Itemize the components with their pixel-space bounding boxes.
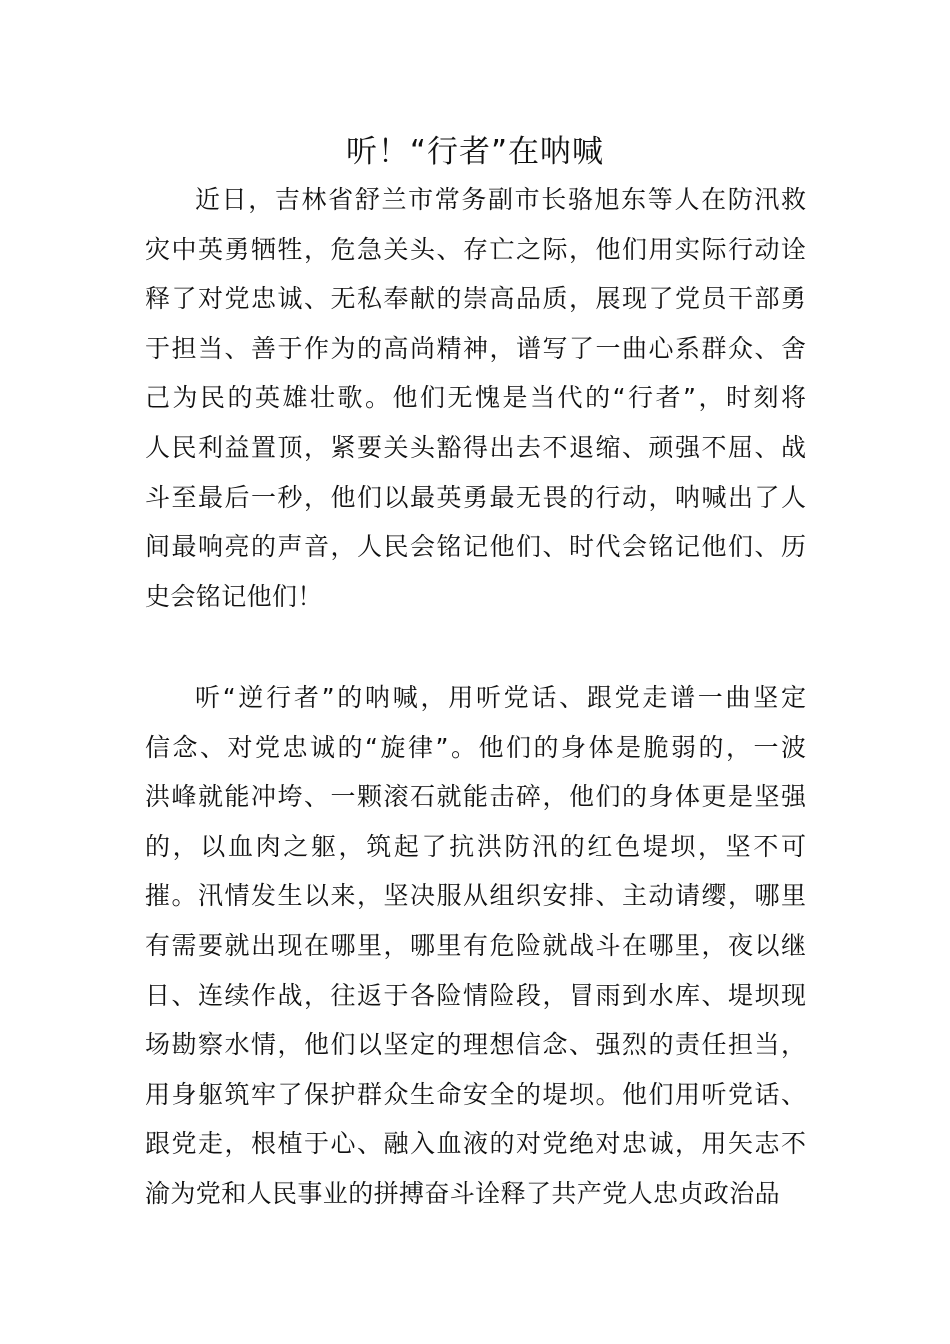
paragraph-line-text: 用身躯筑牢了保护群众生命安全的堤坝。他们用听党话、 xyxy=(145,1079,808,1109)
paragraph-line-text: 释了对党忠诚、无私奉献的崇高品质，展现了党员干部勇 xyxy=(145,284,808,314)
paragraph-line xyxy=(0,373,950,423)
paragraph-line-text: 洪峰就能冲垮、一颗滚石就能击碎，他们的身体更是坚强 xyxy=(145,782,808,812)
paragraph-line-text: 有需要就出现在哪里，哪里有危险就战斗在哪里，夜以继 xyxy=(145,931,808,960)
paragraph-line-text: 于担当、善于作为的高尚精神，谱写了一曲心系群众、舍 xyxy=(145,333,808,363)
paragraph-line-text: 听“逆行者”的呐喊，用听党话、跟党走谱一曲坚定 xyxy=(195,683,809,712)
paragraph-line xyxy=(0,274,950,324)
paragraph-line xyxy=(0,423,950,473)
document-title: 听！“行者”在呐喊 xyxy=(345,134,605,170)
paragraph-line xyxy=(0,473,950,523)
paragraph-line xyxy=(0,723,950,773)
paragraph-line xyxy=(0,971,950,1021)
paragraph-line-text: 灾中英勇牺牲，危急关头、存亡之际，他们用实际行动诠 xyxy=(145,234,808,264)
paragraph-line-text: 间最响亮的声音，人民会铭记他们、时代会铭记他们、历 xyxy=(145,532,808,562)
paragraph-line xyxy=(0,324,950,374)
paragraph-line xyxy=(0,522,950,572)
paragraph-line-text: 人民利益置顶，紧要关头豁得出去不退缩、顽强不屈、战 xyxy=(145,433,808,462)
paragraph-line-text: 渝为党和人民事业的拼搏奋斗诠释了共产党人忠贞政治品 xyxy=(145,1179,781,1208)
paragraph-line xyxy=(0,175,950,225)
paragraph-line-text: 己为民的英雄壮歌。他们无愧是当代的“行者”，时刻将 xyxy=(145,383,809,413)
paragraph-line xyxy=(0,572,950,622)
paragraph-line xyxy=(0,1070,950,1120)
paragraph-line-text: 的，以血肉之躯，筑起了抗洪防汛的红色堤坝，坚不可 xyxy=(145,831,809,861)
paragraph-line-text: 史会铭记他们！ xyxy=(145,581,323,611)
paragraph-line xyxy=(0,822,950,872)
paragraph-line-text: 跟党走，根植于心、融入血液的对党绝对忠诚，用矢志不 xyxy=(145,1129,808,1159)
paragraph-line xyxy=(0,225,950,275)
paragraph-line xyxy=(0,1020,950,1070)
paragraph-line xyxy=(0,772,950,822)
paragraph-line-text: 摧。汛情发生以来，坚决服从组织安排、主动请缨，哪里 xyxy=(145,881,808,911)
paragraph-line-text: 近日，吉林省舒兰市常务副市长骆旭东等人在防汛救 xyxy=(195,185,808,214)
paragraph-line xyxy=(0,673,950,723)
paragraph-line-text: 斗至最后一秒，他们以最英勇最无畏的行动，呐喊出了人 xyxy=(145,482,808,512)
paragraph-line xyxy=(0,871,950,921)
paragraph-line xyxy=(0,1169,950,1219)
paragraph-line xyxy=(0,921,950,971)
paragraph-line-text: 场勘察水情，他们以坚定的理想信念、强烈的责任担当， xyxy=(145,1030,808,1060)
paragraph-line xyxy=(0,1119,950,1169)
paragraph-line-text: 信念、对党忠诚的“旋律”。他们的身体是脆弱的，一波 xyxy=(145,732,809,762)
paragraph-line-text: 日、连续作战，往返于各险情险段，冒雨到水库、堤坝现 xyxy=(145,980,808,1010)
